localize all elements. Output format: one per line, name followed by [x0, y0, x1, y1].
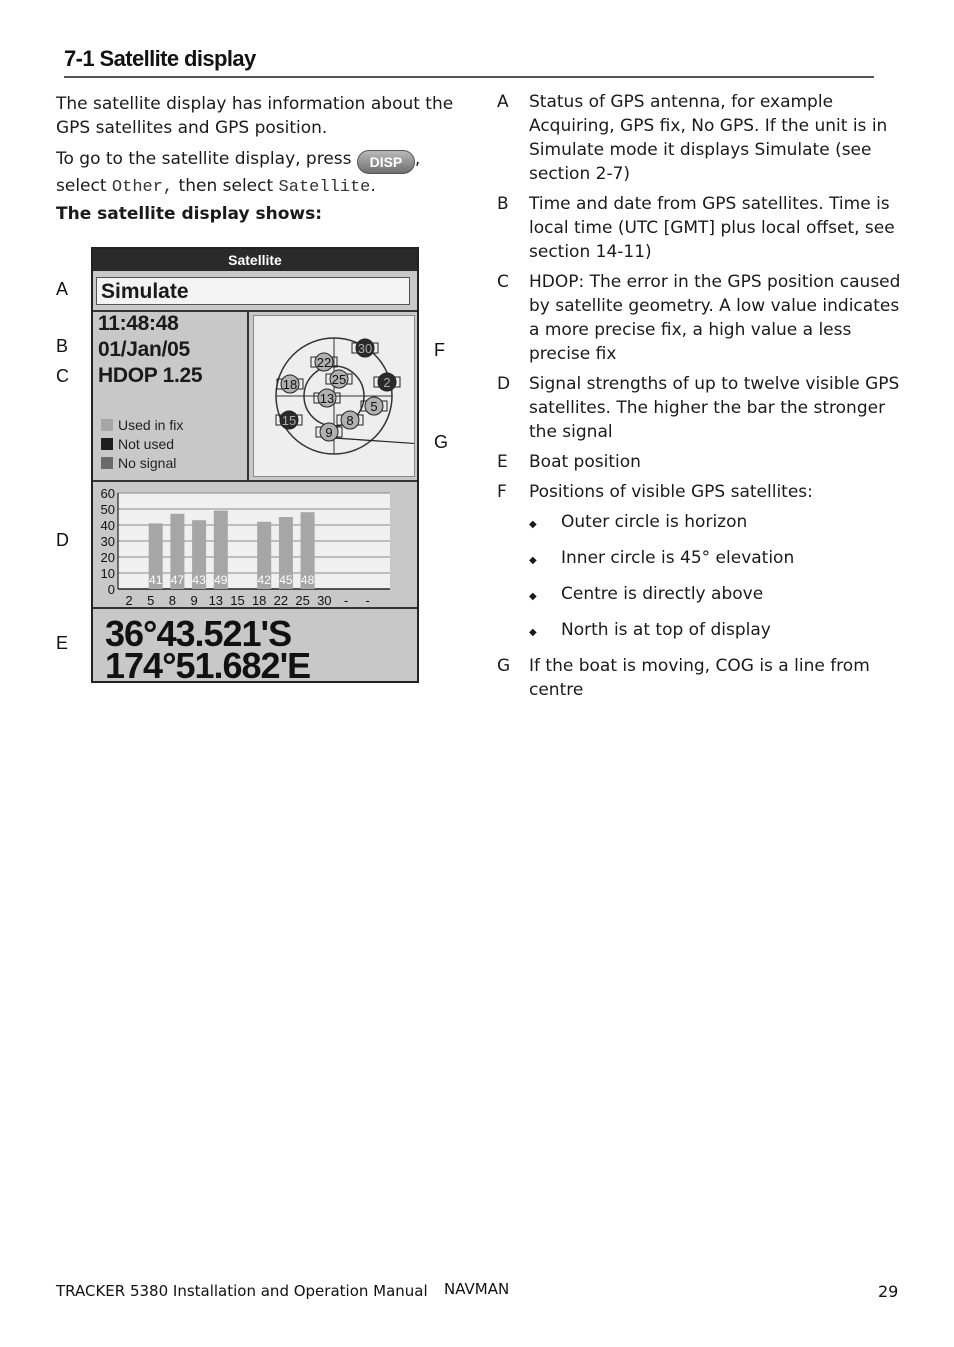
desc-letter: B [497, 194, 509, 214]
bar-value-label: 41 [149, 573, 163, 587]
desc-text: Time and date from GPS satellites. Time is local time (UTC [GMT] plus local offset, see section 14-11) [529, 194, 895, 262]
satellite-id: 15 [281, 413, 297, 428]
callout-e: E [56, 633, 69, 653]
instruction-select-text: select [56, 176, 112, 196]
desc-item-a [497, 90, 902, 186]
description-list [497, 90, 902, 708]
callout-g: G [434, 432, 449, 452]
x-tick-label: 22 [273, 593, 289, 607]
satellite-id: 2 [383, 375, 391, 390]
satellite-marker [374, 373, 400, 391]
satellite-id: 13 [319, 391, 335, 406]
instruction-period: . [370, 176, 376, 196]
callout-f: F [434, 340, 445, 360]
legend-used-in-fix [101, 417, 183, 433]
x-tick-label: 5 [147, 593, 155, 607]
satellite-id: 5 [370, 399, 378, 414]
legend-no-signal [101, 455, 176, 471]
callout-b: B [56, 336, 69, 356]
bullet-icon: ◆ [529, 627, 537, 638]
bullet-item [529, 582, 902, 612]
y-tick-label: 20 [100, 550, 115, 565]
f-bullet-list [529, 510, 902, 648]
legend-notused-label: Not used [118, 436, 175, 452]
bar-value-label: 45 [279, 573, 293, 587]
y-tick-label: 10 [100, 566, 115, 581]
bullet-icon: ◆ [529, 555, 537, 566]
satellite-id: 8 [346, 413, 354, 428]
display-shows-label: The satellite display shows: [56, 204, 323, 224]
x-tick-label: 18 [251, 593, 267, 607]
bar-value-label: 43 [192, 573, 206, 587]
page-number: 29 [878, 1282, 899, 1301]
legend-swatch-notused [101, 438, 113, 450]
satellite-id: 18 [282, 377, 298, 392]
bullet-item [529, 618, 902, 648]
bullet-text: North is at top of display [561, 620, 771, 640]
bullet-item [529, 510, 902, 540]
y-tick-label: 40 [100, 518, 115, 533]
desc-item-f [497, 480, 902, 504]
satellite-marker [276, 411, 302, 429]
intro-paragraph: The satellite display has information about the GPS satellites and GPS position. [56, 94, 454, 138]
gps-date: 01/Jan/05 [98, 338, 190, 361]
desc-item-e [497, 450, 902, 474]
desc-item-d [497, 372, 902, 444]
satellite-marker [361, 397, 387, 415]
desc-letter: G [497, 656, 511, 676]
y-tick-label: 50 [100, 502, 115, 517]
desc-text: Positions of visible GPS satellites: [529, 482, 813, 502]
desc-item-g [497, 654, 902, 702]
legend-swatch-nosignal [101, 457, 113, 469]
bullet-item [529, 546, 902, 576]
satellite-screen [91, 247, 419, 686]
sky-plot [253, 315, 415, 477]
instruction-paragraph [56, 147, 456, 200]
gps-time: 11:48:48 [98, 312, 179, 335]
section-heading: 7-1 Satellite display [64, 44, 874, 78]
footer-brand: NAVMAN [444, 1280, 510, 1298]
satellite-id: 25 [331, 372, 347, 387]
x-tick-label: 30 [317, 593, 332, 607]
satellite-id: 22 [316, 355, 332, 370]
screen-title: Satellite [93, 249, 417, 271]
bar-value-label: 42 [257, 573, 271, 587]
y-tick-label: 60 [100, 486, 115, 501]
legend-nosignal-label: No signal [118, 455, 177, 471]
satellite-marker [311, 353, 337, 371]
satellite-marker [326, 370, 352, 388]
desc-letter: D [497, 374, 511, 394]
legend-not-used [101, 436, 174, 452]
satellite-marker [277, 375, 303, 393]
bullet-text: Outer circle is horizon [561, 512, 748, 532]
x-tick-label: 25 [295, 593, 310, 607]
callout-d: D [56, 530, 69, 550]
x-tick-label: 2 [125, 593, 133, 607]
legend-swatch-used [101, 419, 113, 431]
divider-vertical [247, 310, 249, 482]
desc-item-c [497, 270, 902, 366]
longitude: 174°51.682'E [105, 645, 311, 686]
bar-value-label: 49 [214, 573, 228, 587]
divider-bottom [93, 607, 417, 609]
callout-a: A [56, 279, 69, 299]
bar-value-label: 48 [300, 573, 315, 587]
desc-letter: A [497, 92, 509, 112]
desc-text: Status of GPS antenna, for example Acquiring, GPS fix, No GPS. If the unit is in Simulate mode it displays Simulate (see section 2-7) [529, 92, 888, 184]
bullet-icon: ◆ [529, 519, 537, 530]
bullet-icon: ◆ [529, 591, 537, 602]
x-tick-label: 15 [230, 593, 245, 607]
hdop-value: HDOP 1.25 [98, 364, 203, 387]
desc-item-b [497, 192, 902, 264]
desc-letter: C [497, 272, 509, 292]
divider-middle [93, 480, 417, 482]
footer-manual-title: TRACKER 5380 Installation and Operation Manual [56, 1282, 428, 1300]
desc-letter: E [497, 452, 508, 472]
desc-text: Signal strengths of up to twelve visible GPS satellites. The higher the bar the stronger the signal [529, 374, 900, 442]
sky-plot-svg [254, 316, 414, 476]
x-tick-label: - [365, 593, 370, 607]
x-tick-label: 8 [168, 593, 177, 607]
y-tick-label: 30 [100, 534, 115, 549]
desc-text: HDOP: The error in the GPS position caused by satellite geometry. A low value indicates a more precise fix, a high value a less precise fix [529, 272, 901, 364]
signal-strength-chart [93, 483, 417, 607]
gps-status: Simulate [96, 277, 410, 305]
desc-letter: F [497, 482, 507, 502]
y-tick-label: 0 [107, 582, 115, 597]
menu-option-satellite: Satellite [278, 178, 371, 197]
x-tick-label: 9 [190, 593, 198, 607]
latitude: 36°43.521'S [105, 613, 292, 654]
disp-button-icon: DISP [357, 150, 415, 174]
x-tick-label: 13 [208, 593, 224, 607]
callout-c: C [56, 366, 69, 386]
desc-text: Boat position [529, 452, 641, 472]
satellite-marker [314, 389, 340, 407]
satellite-id: 30 [357, 341, 373, 356]
bar-value-label: 47 [170, 573, 185, 587]
bullet-text: Centre is directly above [561, 584, 764, 604]
instruction-text-comma: , [414, 149, 421, 169]
desc-text: If the boat is moving, COG is a line from centre [529, 656, 870, 700]
bullet-text: Inner circle is 45° elevation [561, 548, 795, 568]
chart-y-ticks [101, 486, 115, 597]
chart-x-ticks [125, 593, 369, 607]
satellite-id: 9 [325, 425, 333, 440]
menu-option-other: Other, [111, 178, 174, 197]
instruction-then-text: then select [173, 176, 279, 196]
instruction-text-pre: To go to the satellite display, press [56, 149, 357, 169]
x-tick-label: - [343, 593, 349, 607]
legend-used-label: Used in fix [118, 417, 184, 433]
